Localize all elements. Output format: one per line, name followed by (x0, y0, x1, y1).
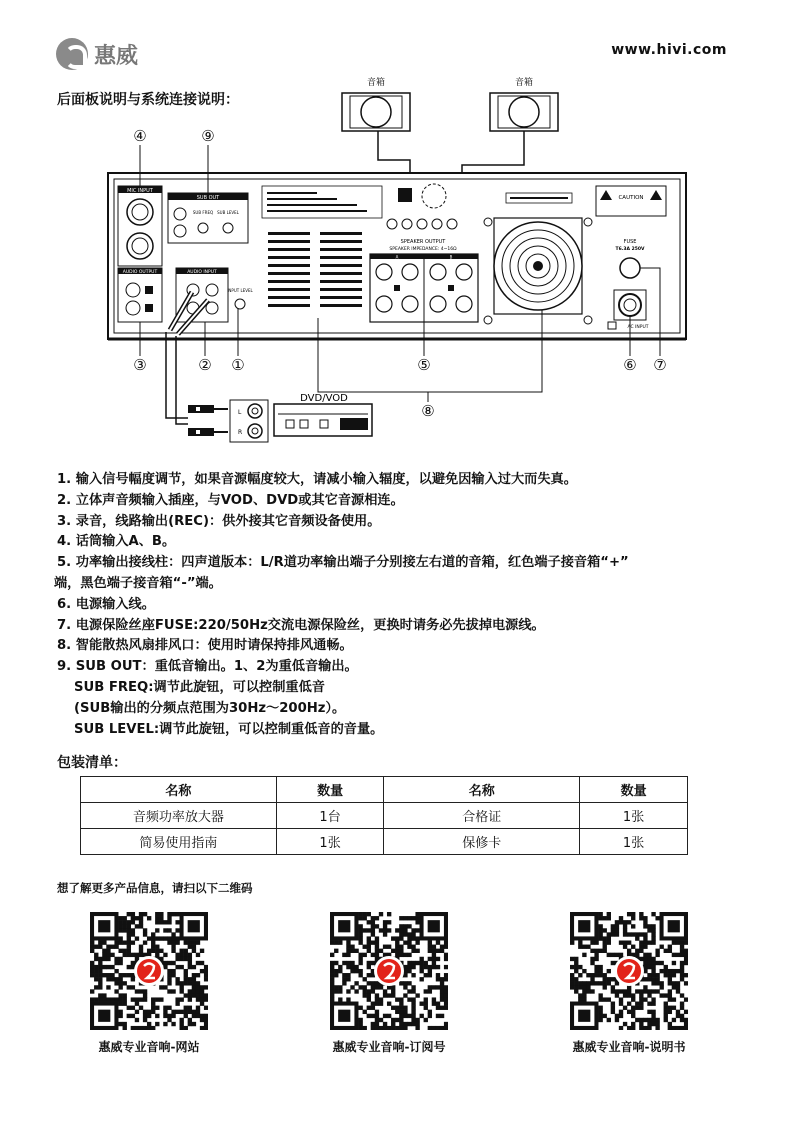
svg-text:CAUTION: CAUTION (618, 195, 644, 201)
table-cell: 1张 (276, 829, 384, 855)
note-line: 9. SUB OUT：重低音输出。1、2为重低音输出。 (57, 659, 358, 675)
brand-name: 惠威 (94, 43, 139, 69)
svg-text:T6.3A 250V: T6.3A 250V (615, 247, 645, 252)
qr-caption: 惠威专业音响-订阅号 (332, 1040, 446, 1054)
table-header: 名称 (81, 777, 277, 803)
hivi-logo-icon (56, 38, 88, 70)
table-header-row (81, 777, 688, 803)
callout-6: ⑥ (621, 356, 639, 374)
website-url: www.hivi.com (611, 42, 727, 58)
qr-caption: 惠威专业音响-说明书 (572, 1040, 686, 1054)
svg-text:B: B (449, 254, 453, 260)
table-cell: 音频功率放大器 (81, 803, 277, 829)
dvd-vod-label: DVD/VOD (300, 393, 348, 404)
section-title-back-panel: 后面板说明与系统连接说明： (57, 92, 239, 108)
qr-caption: 惠威专业音响-网站 (98, 1040, 200, 1054)
note-line: 8. 智能散热风扇排风口：使用时请保持排风通畅。 (57, 638, 353, 654)
note-line: 4. 话筒输入A、B。 (57, 534, 176, 550)
svg-text:L: L (238, 409, 242, 416)
qr-code-icon (330, 912, 448, 1030)
notes-list (54, 470, 747, 740)
table-cell: 1张 (580, 803, 688, 829)
note-line: 端，黑色端子接音箱“-”端。 (54, 575, 222, 591)
callout-9: ⑨ (199, 127, 217, 145)
qr-manual[interactable] (570, 912, 688, 1055)
table-row (81, 803, 688, 829)
svg-text:SPEAKER OUTPUT: SPEAKER OUTPUT (400, 239, 446, 245)
table-cell: 1张 (580, 829, 688, 855)
note-line: 5. 功率输出接线柱：四声道版本：L/R道功率输出端子分别接左右道的音箱，红色端子接音箱“+” (57, 555, 629, 571)
svg-text:SUB OUT: SUB OUT (196, 195, 220, 201)
svg-text:INPUT LEVEL: INPUT LEVEL (227, 288, 253, 293)
svg-text:FUSE: FUSE (623, 239, 637, 245)
table-cell: 1台 (276, 803, 384, 829)
callout-4: ④ (131, 127, 149, 145)
note-line: SUB LEVEL:调节此旋钮，可以控制重低音的音量。 (74, 721, 384, 737)
speaker-right-label: 音箱 (514, 78, 534, 88)
svg-text:A: A (395, 254, 399, 260)
note-line: SUB FREQ:调节此旋钮，可以控制重低音 (74, 679, 325, 695)
callout-1: ① (229, 356, 247, 374)
note-line: 3. 录音，线路输出(REC)：供外接其它音频设备使用。 (57, 513, 381, 529)
back-panel-diagram (0, 70, 791, 450)
callout-2: ② (196, 356, 214, 374)
table-row (81, 829, 688, 855)
svg-text:AUDIO INPUT: AUDIO INPUT (187, 270, 217, 275)
svg-text:SUB FREQ: SUB FREQ (192, 210, 214, 215)
svg-text:AUDIO OUTPUT: AUDIO OUTPUT (122, 270, 158, 275)
callout-7: ⑦ (651, 356, 669, 374)
svg-text:MIC INPUT: MIC INPUT (127, 188, 153, 194)
dvd-player-icon (274, 404, 372, 436)
speaker-left-label: 音箱 (366, 78, 386, 88)
svg-text:SPEAKER IMPEDANCE: 4~16Ω: SPEAKER IMPEDANCE: 4~16Ω (389, 247, 457, 252)
table-header: 数量 (580, 777, 688, 803)
note-line: 6. 电源输入线。 (57, 596, 155, 612)
table-cell: 保修卡 (384, 829, 580, 855)
qr-website[interactable] (90, 912, 208, 1055)
qr-code-icon (90, 912, 208, 1030)
callout-3: ③ (131, 356, 149, 374)
table-header: 名称 (384, 777, 580, 803)
qr-code-icon (570, 912, 688, 1030)
speaker-right-icon (490, 93, 558, 131)
svg-text:SUB LEVEL: SUB LEVEL (217, 210, 239, 215)
note-line: (SUB输出的分频点范围为30Hz～200Hz）。 (74, 700, 346, 716)
speaker-left-icon (342, 93, 410, 131)
section-title-packing: 包装清单： (57, 755, 127, 771)
note-line: 1. 输入信号幅度调节，如果音源幅度较大，请减小输入辐度，以避免因输入过大而失真。 (57, 472, 577, 487)
qr-subscription[interactable] (330, 912, 448, 1055)
callout-5: ⑤ (415, 356, 433, 374)
table-header: 数量 (276, 777, 384, 803)
table-cell: 简易使用指南 (81, 829, 277, 855)
packing-table (80, 776, 688, 855)
note-line: 7. 电源保险丝座FUSE:220/50Hz交流电源保险丝，更换时请务必先拔掉电源线。 (57, 617, 545, 633)
callout-8: ⑧ (419, 402, 437, 420)
note-line: 2. 立体声音频输入插座，与VOD、DVD或其它音源相连。 (57, 492, 404, 508)
section-title-qr: 想了解更多产品信息，请扫以下二维码 (57, 881, 253, 895)
svg-text:AC INPUT: AC INPUT (627, 325, 649, 330)
brand-logo (56, 38, 138, 70)
table-cell: 合格证 (384, 803, 580, 829)
svg-text:R: R (238, 429, 243, 436)
